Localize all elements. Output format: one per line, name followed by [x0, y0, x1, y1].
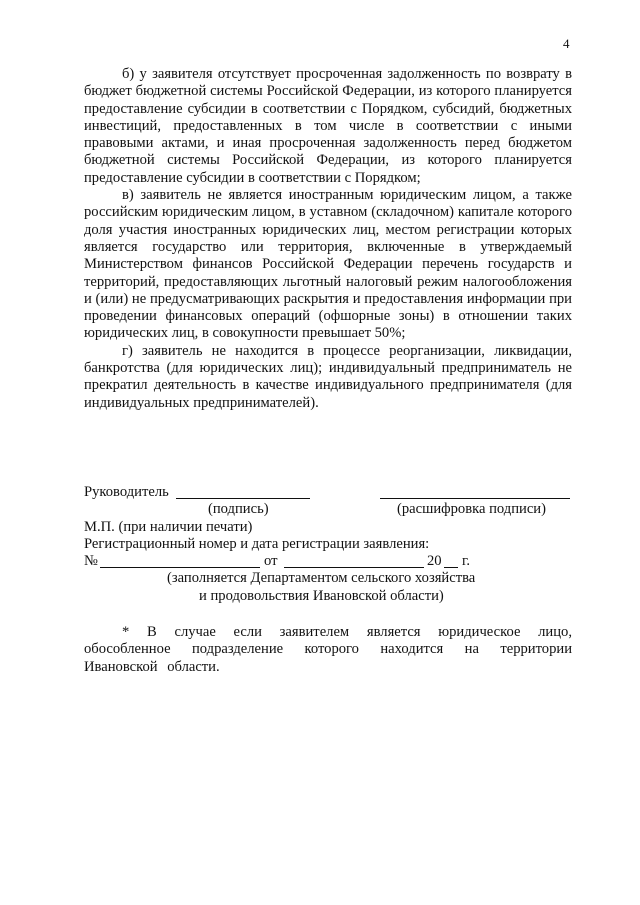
stamp-row — [84, 519, 584, 536]
footnote-text: * В случае если заявителем является юридическое лицо, обособленное подразделение которого находится на территории Ивановской области. — [84, 624, 572, 675]
filled-by-row-2 — [84, 588, 584, 605]
registration-label: Регистрационный номер и дата регистрации заявления: — [84, 535, 430, 552]
stamp-label: М.П. (при наличии печати) — [84, 518, 253, 535]
footnote — [84, 624, 572, 676]
filled-by-row-1 — [84, 570, 584, 587]
registration-number-line — [100, 554, 260, 568]
paragraph-b: б) у заявителя отсутствует просроченная задолженность по возврату в бюджет бюджетной системы Российской Федерации, из которого планируется предоставление субсидии в соответствии с Порядком, субсидий, бюджетных инвестиций, предоставленных в том числе в соответствии с иными правовыми актами, и иная просроченная задолженность перед бюджетом бюджетной системы Российской Федерации, из которого планируется предоставление субсидии в соответствии с Порядком; — [84, 66, 572, 186]
signature-line — [176, 485, 310, 499]
document-body — [84, 66, 572, 412]
registration-row — [84, 536, 584, 553]
decoding-caption: (расшифровка подписи) — [397, 501, 546, 518]
head-signature-row — [84, 484, 584, 501]
signature-block — [84, 484, 584, 605]
filled-by-line-2: и продовольствия Ивановской области) — [199, 587, 444, 604]
year-suffix: г. — [462, 553, 470, 570]
registration-date-line — [284, 554, 424, 568]
year-prefix: 20 — [427, 553, 442, 570]
paragraph-v: в) заявитель не является иностранным юридическим лицом, а также российским юридическим лицом, в уставном (складочном) капитале которого доля участия иностранных юридических лиц, местом регистрации которых является государство или территория, включенные в утверждаемый Министерством финансов Российской Федерации перечень государств и территорий, предоставляющих льготный налоговый режим налогообложения и (или) не предусматривающих раскрытия и предоставления информации при проведении финансовых операций (офшорные зоны) в отношении таких юридических лиц, в совокупности превышает 50%; — [84, 187, 572, 342]
caption-row — [84, 501, 584, 518]
paragraph-g: г) заявитель не находится в процессе реорганизации, ликвидации, банкротства (для юридических лиц); индивидуальный предприниматель не прекратил деятельность в качестве индивидуального предпринимателя (для индивидуальных предпринимателей). — [84, 342, 572, 411]
page-number: 4 — [563, 36, 570, 51]
from-label: от — [264, 553, 278, 570]
signature-caption: (подпись) — [208, 501, 269, 518]
filled-by-line-1: (заполняется Департаментом сельского хозяйства — [167, 570, 476, 587]
number-sign: № — [84, 553, 98, 570]
decoding-line — [380, 485, 570, 499]
head-label: Руководитель — [84, 484, 169, 500]
registration-fields-row — [84, 553, 584, 570]
year-line — [444, 554, 458, 568]
